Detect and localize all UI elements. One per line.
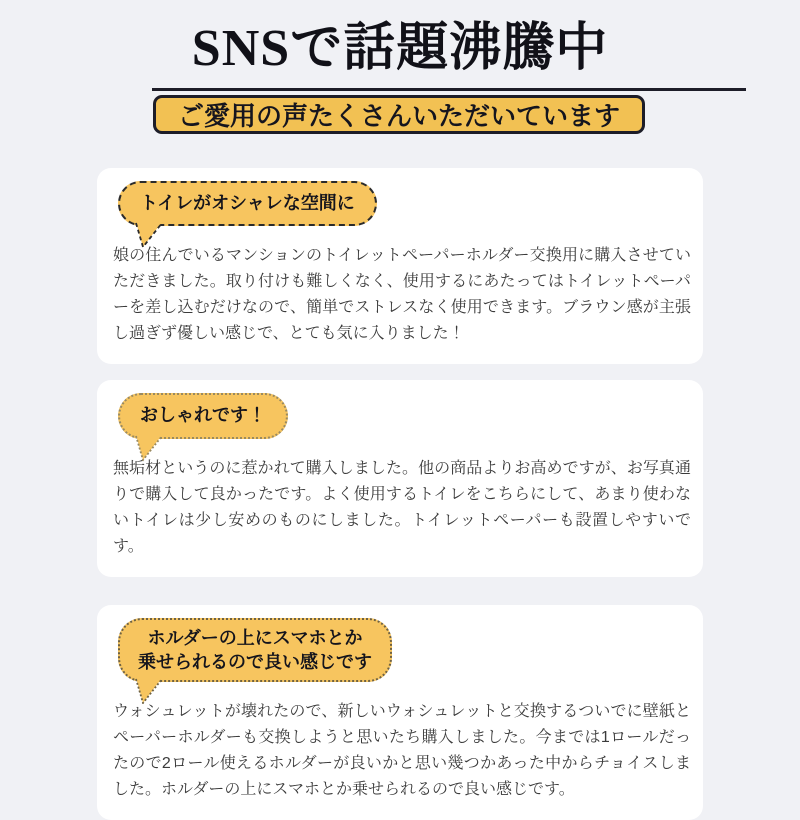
review-card-2 (97, 380, 703, 576)
header-banner-label: ご愛用の声たくさんいただいています (177, 102, 620, 131)
page-title: SNSで話題沸騰中 (191, 20, 609, 77)
review-3-speech-bubble (118, 618, 392, 683)
review-1-bubble-label: トイレがオシャレな空間に (118, 181, 377, 226)
review-3-body-text: ウォシュレットが壊れたので、新しいウォシュレットと交換するついでに壁紙とペーパーホルダーも交換しようと思いたち購入しました。今までは1ロールだったので2ロール使えるホルダーが良いかと思い幾つかあった中からチョイスしました。ホルダーの上にスマホとか乗せられるので良い感じです。 (113, 703, 691, 799)
header-section (0, 0, 800, 168)
review-1-speech-bubble (118, 181, 377, 226)
review-card-3 (97, 605, 703, 820)
review-1-body-text: 娘の住んでいるマンションのトイレットペーパーホルダー交換用に購入させていただきました。取り付けも難しくなく、使用するにあたってはトイレットペーパーを差し込むだけなので、簡単でストレスなく使用できます。ブラウン感が主張し過ぎず優しい感じで、とても気に入りました！ (113, 247, 691, 343)
review-3-bubble-label: ホルダーの上にスマホとか 乗せられるので良い感じです (118, 618, 392, 683)
speech-bubble-tail-icon (132, 222, 166, 248)
review-2-bubble-label: おしゃれです！ (118, 393, 288, 438)
speech-bubble-tail-icon (132, 678, 166, 704)
review-list (97, 168, 703, 820)
review-2-speech-bubble (118, 393, 288, 438)
title-underline-rule (152, 88, 746, 91)
review-card-1 (97, 168, 703, 364)
review-2-body-text: 無垢材というのに惹かれて購入しました。他の商品よりお高めですが、お写真通りで購入して良かったです。よく使用するトイレをこちらにして、あまり使わないトイレは少し安めのものにしました。トイレットペーパーも設置しやすいです。 (113, 459, 691, 555)
speech-bubble-tail-icon (132, 435, 166, 461)
header-banner (153, 95, 645, 134)
